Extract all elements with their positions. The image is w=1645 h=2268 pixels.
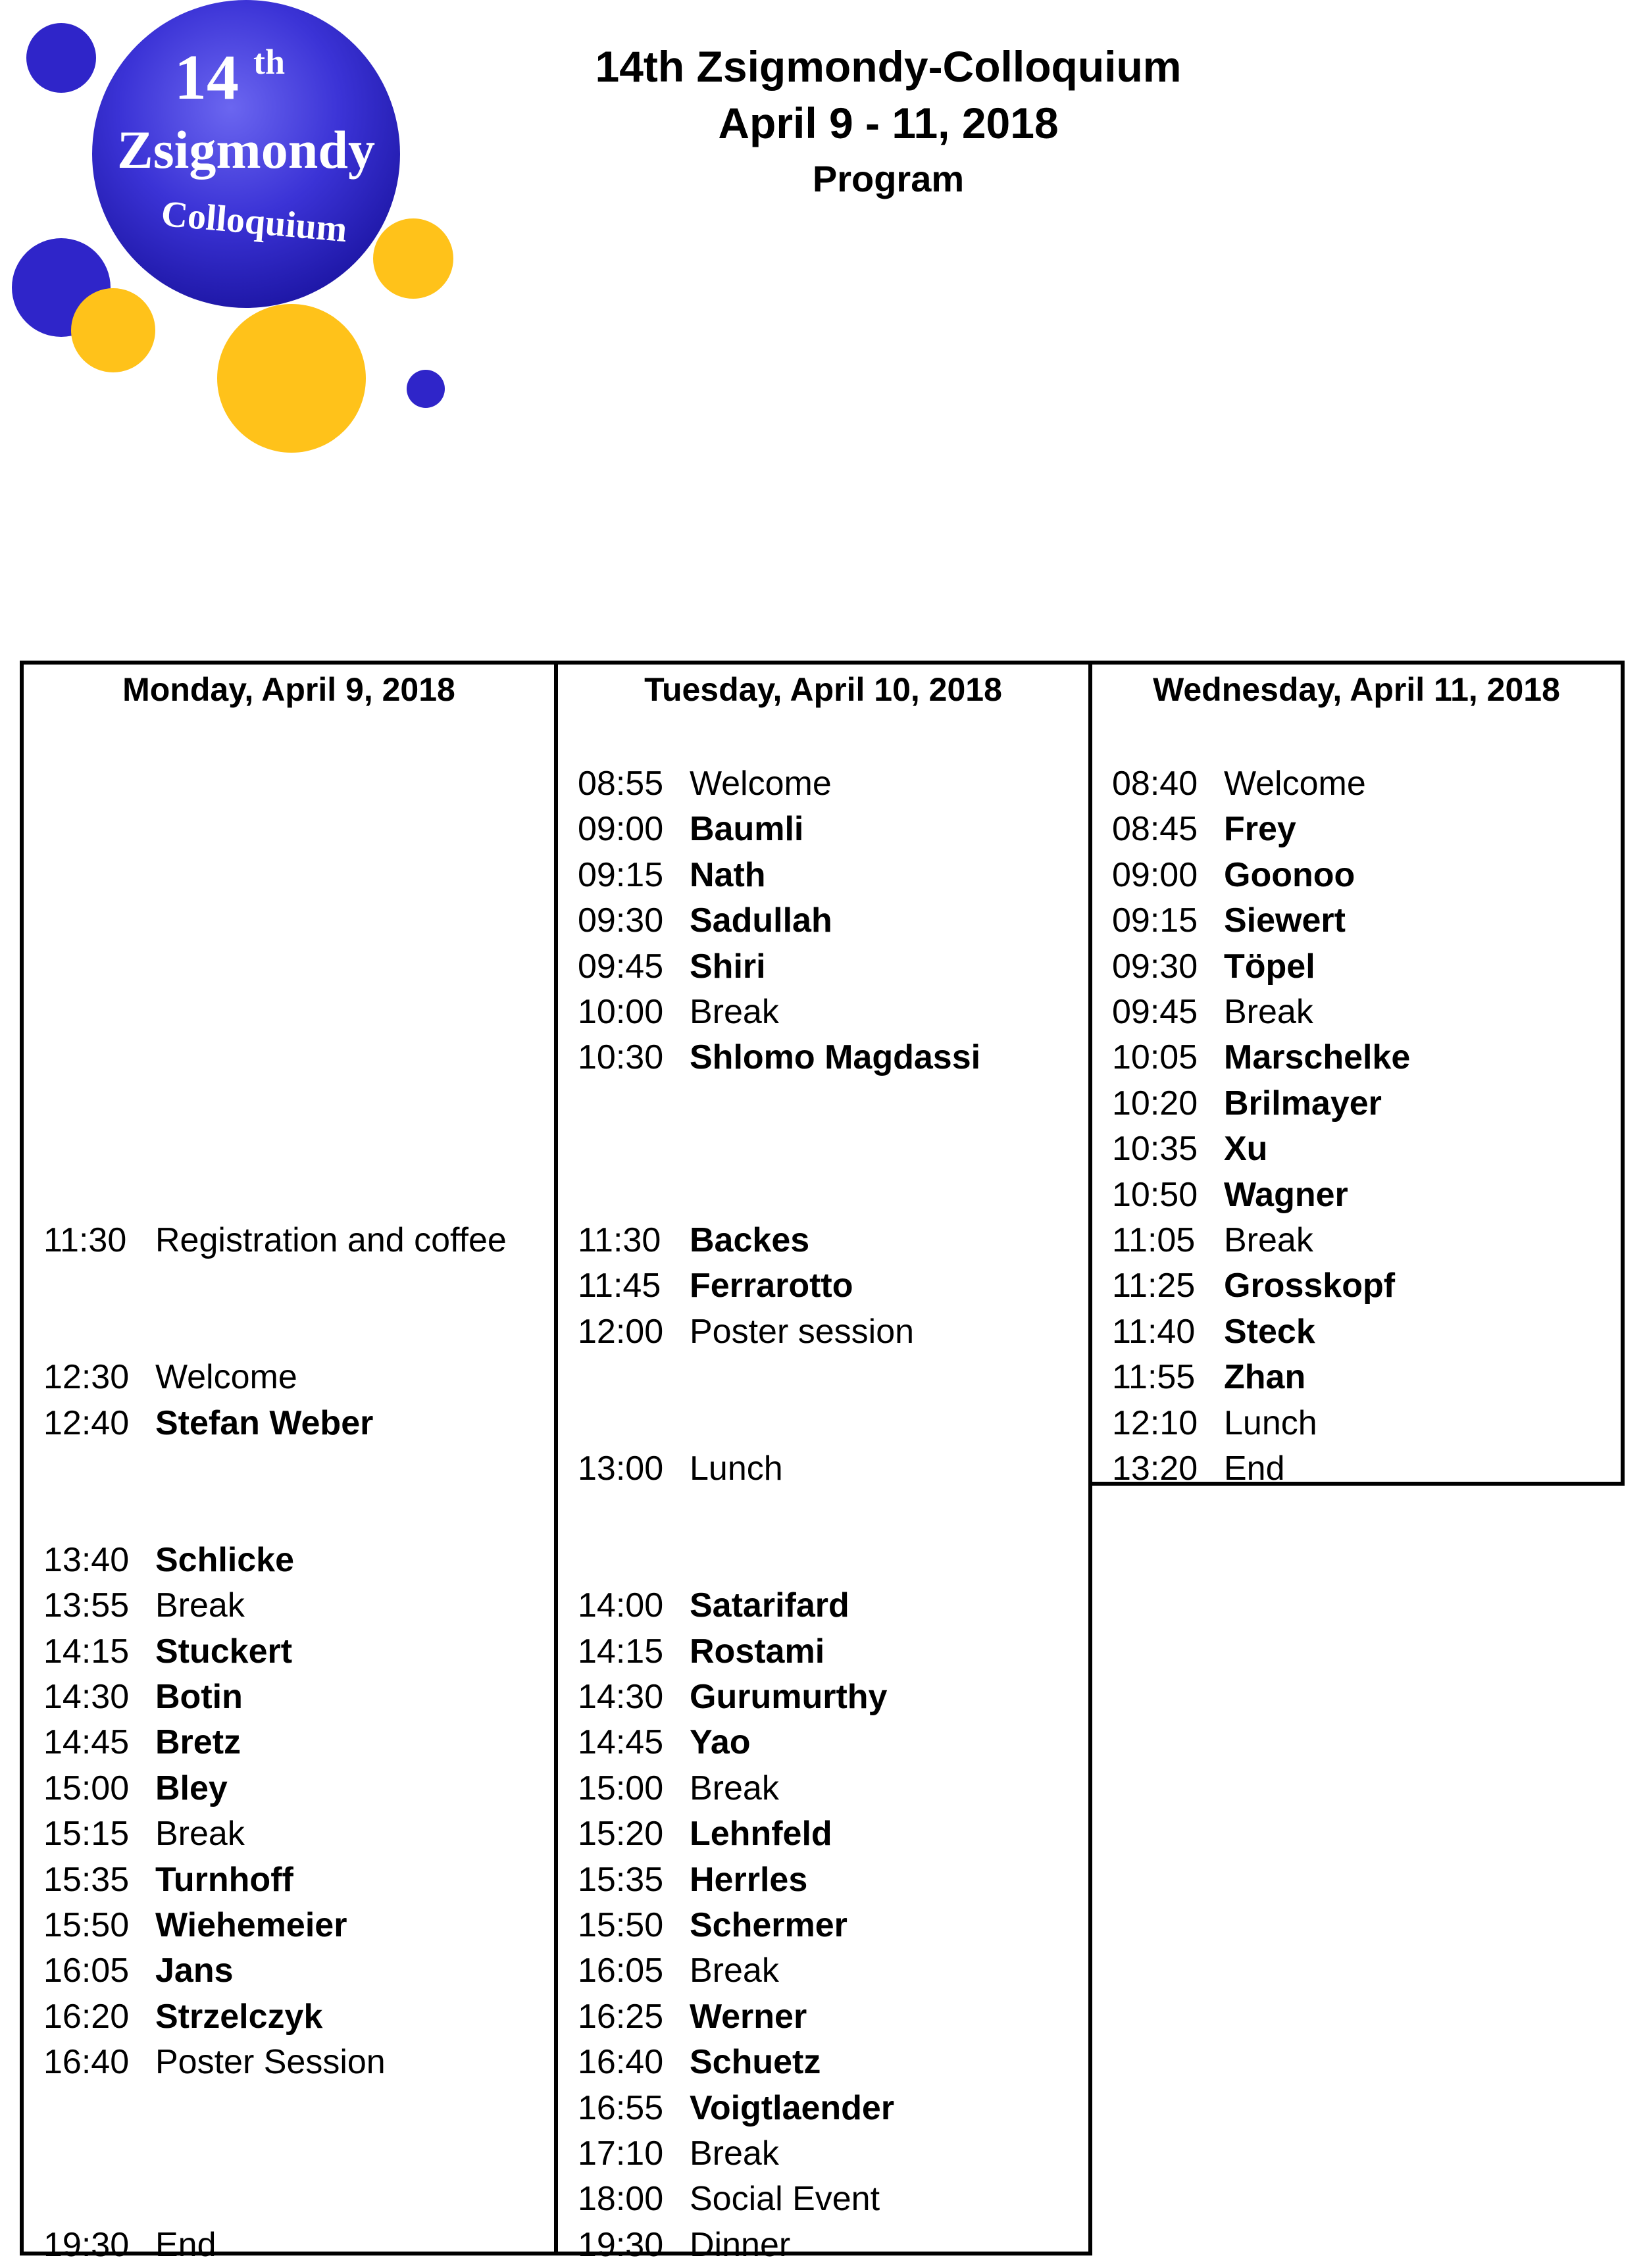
entry-time: 11:30 <box>578 1221 661 1259</box>
speaker-name: Wagner <box>1224 1176 1348 1214</box>
entry-label: Break <box>155 1815 245 1853</box>
schedule-entry <box>43 1765 228 1811</box>
schedule-entry <box>578 1765 779 1811</box>
speaker-name: Herrles <box>690 1861 808 1899</box>
speaker-name: Voigtlaender <box>690 2089 895 2127</box>
entry-label: End <box>1224 1449 1285 1488</box>
entry-label: Lunch <box>1224 1404 1317 1442</box>
entry-label: Break <box>690 993 779 1031</box>
entry-time: 10:05 <box>1112 1038 1198 1076</box>
logo-dot-yellow-large <box>217 304 366 453</box>
entry-time: 08:55 <box>578 765 664 803</box>
entry-time: 19:30 <box>43 2226 130 2264</box>
entry-time: 09:00 <box>578 810 664 848</box>
logo-number: 14 <box>174 42 239 113</box>
schedule-entry <box>578 1811 832 1857</box>
entry-time: 14:30 <box>578 1678 664 1716</box>
schedule-entry <box>578 1948 779 1994</box>
schedule-entry <box>43 1811 245 1857</box>
entry-time: 12:00 <box>578 1313 664 1351</box>
entry-time: 11:25 <box>1112 1267 1196 1305</box>
schedule-entry <box>578 944 766 990</box>
entry-time: 12:30 <box>43 1358 130 1396</box>
schedule-entry <box>43 1719 241 1765</box>
schedule-entry <box>1112 1034 1410 1080</box>
schedule-entry <box>578 1309 914 1355</box>
day-heading: Monday, April 9, 2018 <box>122 671 455 708</box>
entry-time: 13:40 <box>43 1541 130 1579</box>
schedule-entry <box>43 1354 297 1400</box>
schedule-entry <box>43 2039 386 2085</box>
day-heading: Wednesday, April 11, 2018 <box>1153 671 1560 708</box>
schedule-entry <box>578 1628 824 1675</box>
entry-time: 10:35 <box>1112 1130 1198 1168</box>
schedule-entry <box>1112 1217 1313 1263</box>
entry-time: 14:00 <box>578 1586 664 1625</box>
speaker-name: Ferrarotto <box>690 1267 853 1305</box>
speaker-name: Goonoo <box>1224 856 1355 894</box>
entry-time: 16:25 <box>578 1998 664 2036</box>
entry-time: 16:40 <box>43 2043 130 2081</box>
entry-time: 10:00 <box>578 993 664 1031</box>
entry-label: Break <box>690 1769 779 1807</box>
speaker-name: Zhan <box>1224 1358 1306 1396</box>
schedule-entry <box>578 1034 980 1080</box>
entry-time: 10:20 <box>1112 1084 1198 1122</box>
entry-time: 18:00 <box>578 2180 664 2218</box>
schedule-entry <box>578 1263 853 1309</box>
day-column-monday <box>20 661 558 2264</box>
speaker-name: Lehnfeld <box>690 1815 832 1853</box>
entry-time: 11:05 <box>1112 1221 1196 1259</box>
schedule-entry <box>43 1857 293 1903</box>
speaker-name: Frey <box>1224 810 1296 848</box>
entry-time: 09:15 <box>578 856 664 894</box>
schedule-entry <box>578 897 832 944</box>
speaker-name: Turnhoff <box>155 1861 293 1899</box>
speaker-name: Botin <box>155 1678 243 1716</box>
schedule-entry <box>578 1857 807 1903</box>
entry-time: 16:05 <box>578 1952 664 1990</box>
schedule-entry <box>43 1674 243 1720</box>
entry-label: Social Event <box>690 2180 880 2218</box>
speaker-name: Brilmayer <box>1224 1084 1382 1122</box>
entry-time: 15:00 <box>578 1769 664 1807</box>
speaker-name: Backes <box>690 1221 810 1259</box>
entry-time: 15:35 <box>578 1861 664 1899</box>
entry-time: 09:30 <box>578 901 664 940</box>
schedule-entry <box>578 1674 887 1720</box>
schedule-entry <box>1112 897 1346 944</box>
day-column-wednesday <box>1088 661 1625 1486</box>
entry-label: Welcome <box>155 1358 297 1396</box>
entry-time: 10:30 <box>578 1038 664 1076</box>
logo-name: Zsigmondy <box>117 120 375 180</box>
schedule-entry <box>1112 1263 1395 1309</box>
schedule-entry <box>43 1948 234 1994</box>
schedule-entry <box>578 1446 783 1492</box>
entry-time: 16:55 <box>578 2089 664 2127</box>
entry-label: Welcome <box>1224 765 1366 803</box>
schedule-entry <box>1112 1309 1315 1355</box>
colloquium-logo <box>0 0 474 461</box>
schedule-entry <box>1112 989 1313 1035</box>
speaker-name: Schermer <box>690 1906 848 1944</box>
schedule-entry <box>43 1582 245 1628</box>
entry-time: 14:45 <box>43 1723 130 1761</box>
entry-time: 09:45 <box>1112 993 1198 1031</box>
entry-time: 09:15 <box>1112 901 1198 940</box>
speaker-name: Jans <box>155 1952 234 1990</box>
schedule-entry <box>578 806 803 852</box>
schedule-entry <box>1112 1354 1305 1400</box>
speaker-name: Nath <box>690 856 766 894</box>
entry-time: 11:40 <box>1112 1313 1196 1351</box>
schedule-entry <box>43 2222 216 2268</box>
entry-time: 16:40 <box>578 2043 664 2081</box>
schedule-entry <box>578 2176 880 2222</box>
entry-time: 17:10 <box>578 2134 664 2173</box>
schedule-entry <box>578 2222 790 2268</box>
schedule-entry <box>578 1582 849 1628</box>
speaker-name: Wiehemeier <box>155 1906 347 1944</box>
logo-superscript: th <box>253 42 286 82</box>
schedule-entry <box>1112 944 1315 990</box>
logo-dot-blue-tiny <box>407 370 445 408</box>
speaker-name: Schlicke <box>155 1541 295 1579</box>
entry-time: 15:50 <box>43 1906 130 1944</box>
schedule-entry <box>578 1994 807 2040</box>
entry-time: 15:35 <box>43 1861 130 1899</box>
entry-time: 11:55 <box>1112 1358 1196 1396</box>
schedule-entry <box>1112 852 1355 898</box>
entry-time: 12:40 <box>43 1404 130 1442</box>
schedule-entry <box>43 1217 507 1263</box>
schedule-entry <box>1112 1446 1285 1492</box>
page-title: 14th Zsigmondy-Colloquium <box>595 42 1182 91</box>
speaker-name: Werner <box>690 1998 807 2036</box>
entry-time: 09:30 <box>1112 947 1198 986</box>
entry-label: Break <box>1224 993 1313 1031</box>
entry-time: 16:20 <box>43 1998 130 2036</box>
day-column-tuesday <box>554 661 1092 2264</box>
entry-label: Dinner <box>690 2226 791 2264</box>
logo-colloquium: Colloquium <box>159 193 349 251</box>
speaker-name: Strzelczyk <box>155 1998 323 2036</box>
schedule-entry <box>578 1902 848 1948</box>
speaker-name: Sadullah <box>690 901 832 940</box>
speaker-name: Rostami <box>690 1632 825 1671</box>
entry-time: 10:50 <box>1112 1176 1198 1214</box>
entry-label: Break <box>155 1586 245 1625</box>
speaker-name: Steck <box>1224 1313 1315 1351</box>
speaker-name: Schuetz <box>690 2043 821 2081</box>
entry-time: 13:55 <box>43 1586 130 1625</box>
entry-time: 14:30 <box>43 1678 130 1716</box>
entry-time: 08:40 <box>1112 765 1198 803</box>
day-heading: Tuesday, April 10, 2018 <box>644 671 1002 708</box>
speaker-name: Gurumurthy <box>690 1678 888 1716</box>
schedule-entry <box>1112 806 1296 852</box>
entry-time: 14:45 <box>578 1723 664 1761</box>
schedule-entry <box>578 2039 821 2085</box>
entry-time: 09:45 <box>578 947 664 986</box>
entry-time: 13:20 <box>1112 1449 1198 1488</box>
entry-time: 19:30 <box>578 2226 664 2264</box>
schedule-entry <box>1112 1080 1382 1126</box>
schedule-entry <box>578 2085 894 2131</box>
schedule-entry <box>43 1902 347 1948</box>
schedule-entry <box>1112 1172 1348 1218</box>
entry-time: 14:15 <box>578 1632 664 1671</box>
speaker-name: Grosskopf <box>1224 1267 1396 1305</box>
entry-label: Poster Session <box>155 2043 386 2081</box>
schedule-entry <box>1112 1400 1317 1446</box>
entry-time: 15:50 <box>578 1906 664 1944</box>
schedule-entry <box>43 1628 292 1675</box>
schedule-entry <box>1112 1126 1267 1172</box>
schedule-entry <box>43 1537 294 1583</box>
entry-time: 11:45 <box>578 1267 661 1305</box>
speaker-name: Bley <box>155 1769 228 1807</box>
schedule-entry <box>1112 761 1366 807</box>
speaker-name: Xu <box>1224 1130 1268 1168</box>
page-header <box>500 38 1277 207</box>
entry-time: 08:45 <box>1112 810 1198 848</box>
entry-time: 13:00 <box>578 1449 664 1488</box>
entry-time: 12:10 <box>1112 1404 1198 1442</box>
schedule-entry <box>43 1994 322 2040</box>
entry-time: 11:30 <box>43 1221 127 1259</box>
speaker-name: Töpel <box>1224 947 1315 986</box>
speaker-name: Yao <box>690 1723 751 1761</box>
speaker-name: Stefan Weber <box>155 1404 374 1442</box>
speaker-name: Shlomo Magdassi <box>690 1038 981 1076</box>
logo-ball <box>82 0 411 308</box>
entry-label: Break <box>690 2134 779 2173</box>
entry-time: 14:15 <box>43 1632 130 1671</box>
speaker-name: Marschelke <box>1224 1038 1411 1076</box>
entry-time: 15:20 <box>578 1815 664 1853</box>
speaker-name: Satarifard <box>690 1586 849 1625</box>
entry-label: Poster session <box>690 1313 915 1351</box>
schedule-entry <box>578 989 779 1035</box>
entry-time: 09:00 <box>1112 856 1198 894</box>
schedule-entry <box>578 1217 809 1263</box>
speaker-name: Shiri <box>690 947 766 986</box>
entry-label: Break <box>1224 1221 1313 1259</box>
schedule-entry <box>578 1719 751 1765</box>
entry-time: 15:15 <box>43 1815 130 1853</box>
speaker-name: Siewert <box>1224 901 1346 940</box>
schedule-entry <box>578 852 766 898</box>
speaker-name: Baumli <box>690 810 804 848</box>
entry-label: Lunch <box>690 1449 783 1488</box>
entry-time: 16:05 <box>43 1952 130 1990</box>
schedule-entry <box>43 1400 373 1446</box>
schedule-entry <box>578 761 832 807</box>
entry-label: Welcome <box>690 765 832 803</box>
page-subtitle: Program <box>812 158 965 199</box>
event-dates: April 9 - 11, 2018 <box>718 99 1059 147</box>
entry-label: Break <box>690 1952 779 1990</box>
schedule-entry <box>578 2130 779 2177</box>
speaker-name: Bretz <box>155 1723 241 1761</box>
speaker-name: Stuckert <box>155 1632 293 1671</box>
entry-label: End <box>155 2226 216 2264</box>
entry-time: 15:00 <box>43 1769 130 1807</box>
entry-label: Registration and coffee <box>155 1221 507 1259</box>
